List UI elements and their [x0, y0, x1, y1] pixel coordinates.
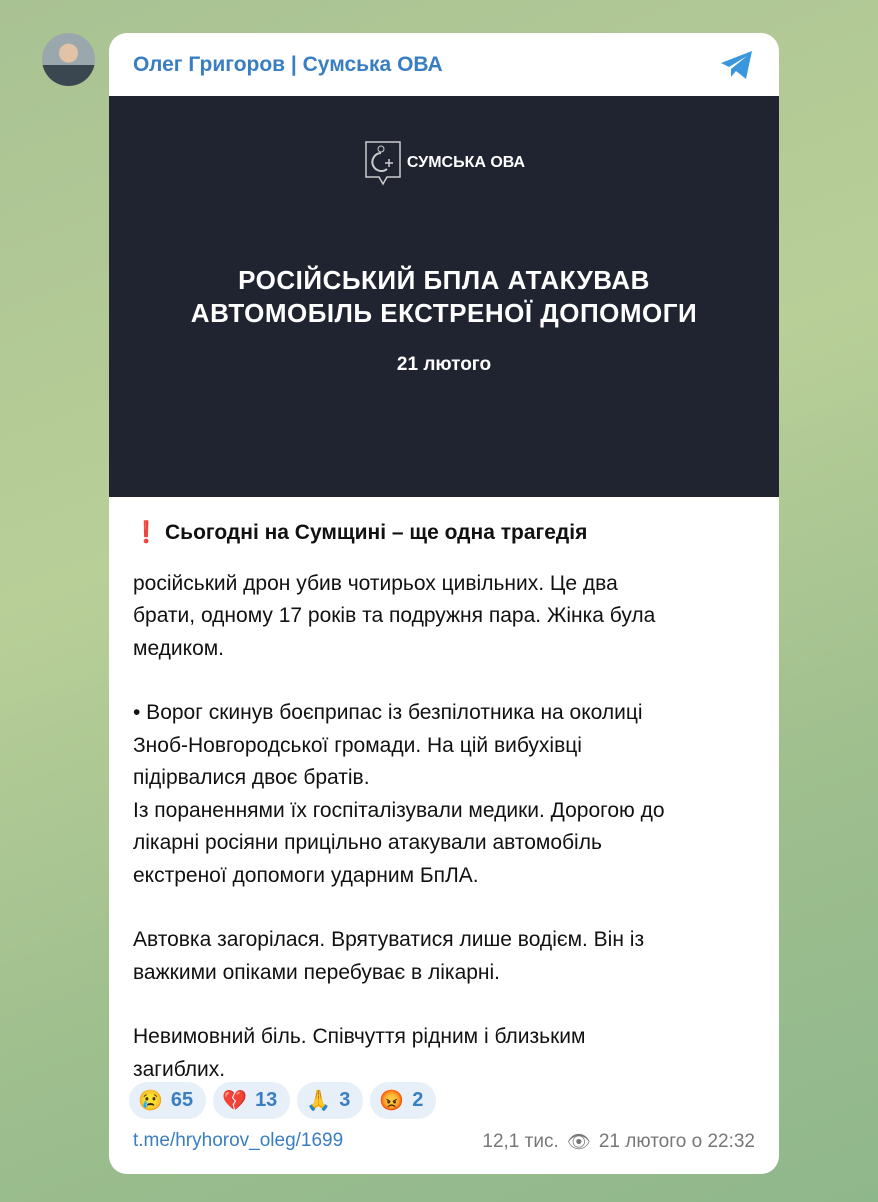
exclamation-icon: ❗: [133, 521, 160, 544]
post-link[interactable]: t.me/hryhorov_oleg/1699: [133, 1130, 344, 1151]
message-footer: [133, 1130, 755, 1154]
reaction-button[interactable]: [213, 1082, 290, 1119]
text-line: важкими опіками перебуває в лікарні.: [133, 960, 501, 984]
headline-line: АВТОМОБІЛЬ ЕКСТРЕНОЇ ДОПОМОГИ: [190, 298, 698, 328]
post-title: [133, 517, 755, 550]
message-bubble: [109, 33, 779, 1174]
text-line: лікарні росіяни прицільно атакували автомобіль: [133, 831, 602, 854]
text-line: • Ворог скинув боєприпас із безпілотника на околиці: [133, 701, 643, 724]
reaction-emoji-icon: 😢: [138, 1090, 163, 1112]
text-line: російський дрон убив чотирьох цивільних. Це два: [133, 571, 618, 595]
reactions: [129, 1082, 436, 1119]
channel-name[interactable]: Олег Григоров | Сумська ОВА: [133, 52, 443, 76]
text-line: Автовка загорілася. Врятуватися лише водієм. Він із: [133, 928, 645, 951]
paragraph: [133, 568, 755, 666]
paragraph: [133, 924, 755, 989]
reaction-button[interactable]: [129, 1082, 206, 1119]
logo-text: СУМСЬКА ОВА: [406, 154, 526, 171]
post-datetime: 21 лютого о 22:32: [598, 1131, 755, 1152]
reaction-count: 65: [170, 1089, 194, 1111]
text-line: брати, одному 17 років та подружня пара. Жінка була: [133, 604, 656, 627]
reaction-emoji-icon: 🙏: [306, 1090, 332, 1112]
paragraph: [133, 697, 755, 892]
coat-of-arms-icon: [363, 139, 403, 187]
post-title-text: Сьогодні на Сумщині – ще одна трагедія: [165, 521, 588, 544]
reaction-emoji-icon: 😡: [379, 1090, 405, 1112]
channel-avatar[interactable]: [42, 33, 95, 86]
reaction-emoji-icon: 💔: [222, 1090, 248, 1112]
text-line: підірвалися двоє братів.: [133, 766, 370, 789]
message-header: [109, 33, 779, 96]
eye-icon: 👁: [566, 1132, 591, 1153]
view-count: 12,1 тис.: [482, 1131, 559, 1152]
reaction-button[interactable]: [297, 1082, 363, 1119]
logo: [109, 139, 779, 187]
paragraph: [133, 1021, 755, 1086]
image-date: 21 лютого: [396, 354, 492, 375]
text-line: Із пораненнями їх госпіталізували медики. Дорогою до: [133, 798, 665, 822]
reaction-count: 13: [255, 1089, 278, 1111]
telegram-icon[interactable]: [719, 50, 755, 80]
text-line: загиблих.: [133, 1057, 226, 1081]
image-headline: [109, 264, 779, 330]
text-line: медиком.: [133, 636, 225, 660]
reaction-count: 2: [412, 1089, 424, 1111]
text-line: Зноб-Новгородської громади. На цій вибухівці: [133, 733, 582, 757]
headline-line: РОСІЙСЬКИЙ БПЛА АТАКУВАВ: [238, 265, 650, 295]
text-line: екстреної допомоги ударним БпЛА.: [133, 863, 479, 887]
reaction-button[interactable]: [370, 1082, 436, 1119]
post-image[interactable]: [109, 96, 779, 497]
post-text: [109, 497, 779, 1086]
text-line: Невимовний біль. Співчуття рідним і близьким: [133, 1025, 586, 1048]
reaction-count: 3: [339, 1089, 351, 1111]
